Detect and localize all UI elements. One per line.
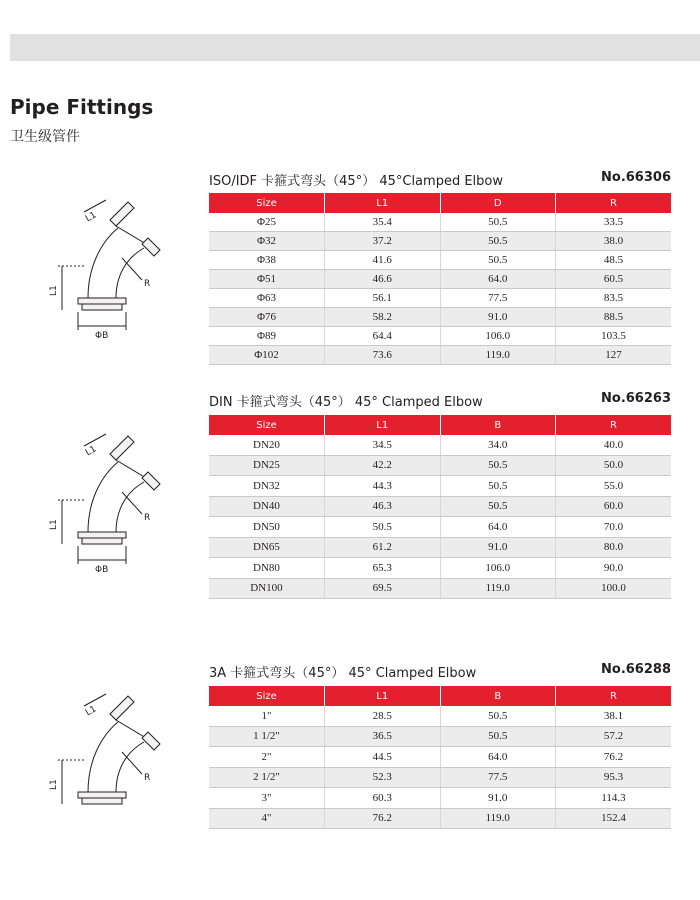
table-cell: 106.0 — [440, 558, 556, 579]
table-cell: DN50 — [209, 517, 325, 538]
table-cell: 44.3 — [325, 476, 441, 497]
column-header: L1 — [325, 686, 441, 706]
dim-label-b: ΦB — [95, 565, 109, 575]
table-cell: 119.0 — [440, 346, 556, 365]
table-header-row — [209, 193, 671, 213]
table-header-row — [209, 415, 671, 435]
table-cell: 35.4 — [325, 213, 441, 232]
section-title: 3A 卡箍式弯头（45°） 45° Clamped Elbow — [209, 666, 477, 681]
table-cell: 50.5 — [440, 726, 556, 747]
table-cell: 60.5 — [556, 270, 672, 289]
column-header: R — [556, 686, 672, 706]
table-row — [209, 455, 671, 476]
elbow-diagram-din — [48, 432, 168, 582]
table-header-row — [209, 686, 671, 706]
table-cell: Φ51 — [209, 270, 325, 289]
table-cell: Φ32 — [209, 232, 325, 251]
dim-label-l1-top: L1 — [84, 444, 99, 459]
table-cell: 50.5 — [440, 251, 556, 270]
table-cell: 91.0 — [440, 308, 556, 327]
table-cell: 65.3 — [325, 558, 441, 579]
table-row — [209, 706, 671, 726]
table-cell: 69.5 — [325, 578, 441, 599]
spec-table-66288 — [209, 686, 671, 829]
table-cell: 50.5 — [440, 455, 556, 476]
table-cell: 46.6 — [325, 270, 441, 289]
table-row — [209, 251, 671, 270]
elbow-drawing — [48, 198, 168, 348]
table-cell: 40.0 — [556, 435, 672, 455]
table-row — [209, 289, 671, 308]
table-cell: 50.5 — [440, 232, 556, 251]
dim-label-r: R — [144, 279, 151, 289]
table-row — [209, 558, 671, 579]
table-cell: 48.5 — [556, 251, 672, 270]
table-cell: Φ38 — [209, 251, 325, 270]
table-row — [209, 435, 671, 455]
table-cell: 61.2 — [325, 537, 441, 558]
section-title: DIN 卡箍式弯头（45°） 45° Clamped Elbow — [209, 395, 483, 410]
table-cell: 50.0 — [556, 455, 672, 476]
section-header-66306 — [209, 170, 671, 190]
table-cell: 100.0 — [556, 578, 672, 599]
table-cell: 64.0 — [440, 270, 556, 289]
column-header: R — [556, 193, 672, 213]
table-cell: 42.2 — [325, 455, 441, 476]
dim-label-l1: L1 — [49, 519, 59, 530]
table-cell: 127 — [556, 346, 672, 365]
elbow-drawing — [48, 432, 168, 582]
table-cell: 50.5 — [440, 476, 556, 497]
table-row — [209, 788, 671, 809]
spec-table-66306 — [209, 193, 671, 365]
table-cell: 58.2 — [325, 308, 441, 327]
table-cell: 57.2 — [556, 726, 672, 747]
table-cell: 64.0 — [440, 517, 556, 538]
section-title: ISO/IDF 卡箍式弯头（45°） 45°Clamped Elbow — [209, 174, 503, 189]
table-cell: 80.0 — [556, 537, 672, 558]
table-cell: 41.6 — [325, 251, 441, 270]
dim-label-l1: L1 — [49, 779, 59, 790]
table-cell: 50.5 — [440, 213, 556, 232]
table-row — [209, 767, 671, 788]
elbow-drawing — [48, 692, 168, 842]
table-row — [209, 578, 671, 599]
table-cell: DN32 — [209, 476, 325, 497]
table-row — [209, 747, 671, 768]
table-cell: 55.0 — [556, 476, 672, 497]
table-cell: 152.4 — [556, 808, 672, 829]
table-cell: 37.2 — [325, 232, 441, 251]
table-cell: 34.0 — [440, 435, 556, 455]
table-row — [209, 517, 671, 538]
table-cell: 44.5 — [325, 747, 441, 768]
table-cell: 1 1/2" — [209, 726, 325, 747]
table-cell: Φ102 — [209, 346, 325, 365]
table-row — [209, 327, 671, 346]
table-cell: 46.3 — [325, 496, 441, 517]
table-row — [209, 496, 671, 517]
elbow-diagram-3a — [48, 692, 168, 842]
table-cell: 114.3 — [556, 788, 672, 809]
product-number: No.66288 — [601, 662, 671, 677]
column-header: L1 — [325, 193, 441, 213]
dim-label-r: R — [144, 773, 151, 783]
table-cell: DN100 — [209, 578, 325, 599]
table-cell: Φ63 — [209, 289, 325, 308]
table-cell: 36.5 — [325, 726, 441, 747]
table-cell: 52.3 — [325, 767, 441, 788]
spec-table-66263 — [209, 415, 671, 599]
table-cell: 91.0 — [440, 788, 556, 809]
elbow-diagram-iso — [48, 198, 168, 348]
dim-label-l1-top: L1 — [84, 704, 99, 719]
table-row — [209, 537, 671, 558]
table-cell: 88.5 — [556, 308, 672, 327]
column-header: B — [440, 686, 556, 706]
table-cell: 76.2 — [556, 747, 672, 768]
table-row — [209, 346, 671, 365]
table-row — [209, 308, 671, 327]
table-cell: 2" — [209, 747, 325, 768]
table-cell: 103.5 — [556, 327, 672, 346]
dim-label-l1: L1 — [49, 285, 59, 296]
table-cell: 4" — [209, 808, 325, 829]
column-header: Size — [209, 686, 325, 706]
page-title: Pipe Fittings — [10, 95, 154, 119]
section-header-66288 — [209, 662, 671, 682]
table-cell: 119.0 — [440, 578, 556, 599]
column-header: R — [556, 415, 672, 435]
dim-label-l1-top: L1 — [84, 210, 99, 225]
table-cell: 3" — [209, 788, 325, 809]
table-cell: 38.0 — [556, 232, 672, 251]
table-cell: 38.1 — [556, 706, 672, 726]
table-row — [209, 270, 671, 289]
column-header: Size — [209, 193, 325, 213]
table-cell: 119.0 — [440, 808, 556, 829]
table-cell: 50.5 — [440, 496, 556, 517]
table-cell: DN65 — [209, 537, 325, 558]
column-header: L1 — [325, 415, 441, 435]
table-cell: 2 1/2" — [209, 767, 325, 788]
table-row — [209, 232, 671, 251]
table-cell: 91.0 — [440, 537, 556, 558]
dim-label-r: R — [144, 513, 151, 523]
table-row — [209, 808, 671, 829]
table-cell: 95.3 — [556, 767, 672, 788]
table-cell: Φ76 — [209, 308, 325, 327]
table-row — [209, 476, 671, 497]
table-cell: 77.5 — [440, 767, 556, 788]
table-cell: DN80 — [209, 558, 325, 579]
table-cell: DN20 — [209, 435, 325, 455]
column-header: D — [440, 193, 556, 213]
table-cell: 77.5 — [440, 289, 556, 308]
table-cell: Φ25 — [209, 213, 325, 232]
table-cell: 1" — [209, 706, 325, 726]
table-cell: 28.5 — [325, 706, 441, 726]
column-header: B — [440, 415, 556, 435]
table-cell: 106.0 — [440, 327, 556, 346]
column-header: Size — [209, 415, 325, 435]
table-cell: 33.5 — [556, 213, 672, 232]
dim-label-b: ΦB — [95, 331, 109, 341]
table-cell: 90.0 — [556, 558, 672, 579]
page-subtitle: 卫生级管件 — [10, 129, 80, 145]
table-cell: 76.2 — [325, 808, 441, 829]
table-cell: 50.5 — [440, 706, 556, 726]
table-cell: DN40 — [209, 496, 325, 517]
top-banner — [10, 34, 700, 61]
table-cell: 83.5 — [556, 289, 672, 308]
product-number: No.66306 — [601, 170, 671, 185]
section-header-66263 — [209, 391, 671, 411]
product-number: No.66263 — [601, 391, 671, 406]
table-row — [209, 726, 671, 747]
table-cell: 70.0 — [556, 517, 672, 538]
table-row — [209, 213, 671, 232]
table-cell: 34.5 — [325, 435, 441, 455]
table-cell: 56.1 — [325, 289, 441, 308]
table-cell: 60.3 — [325, 788, 441, 809]
table-cell: 64.4 — [325, 327, 441, 346]
table-cell: DN25 — [209, 455, 325, 476]
table-cell: 60.0 — [556, 496, 672, 517]
table-cell: 50.5 — [325, 517, 441, 538]
table-cell: 64.0 — [440, 747, 556, 768]
table-cell: 73.6 — [325, 346, 441, 365]
table-cell: Φ89 — [209, 327, 325, 346]
